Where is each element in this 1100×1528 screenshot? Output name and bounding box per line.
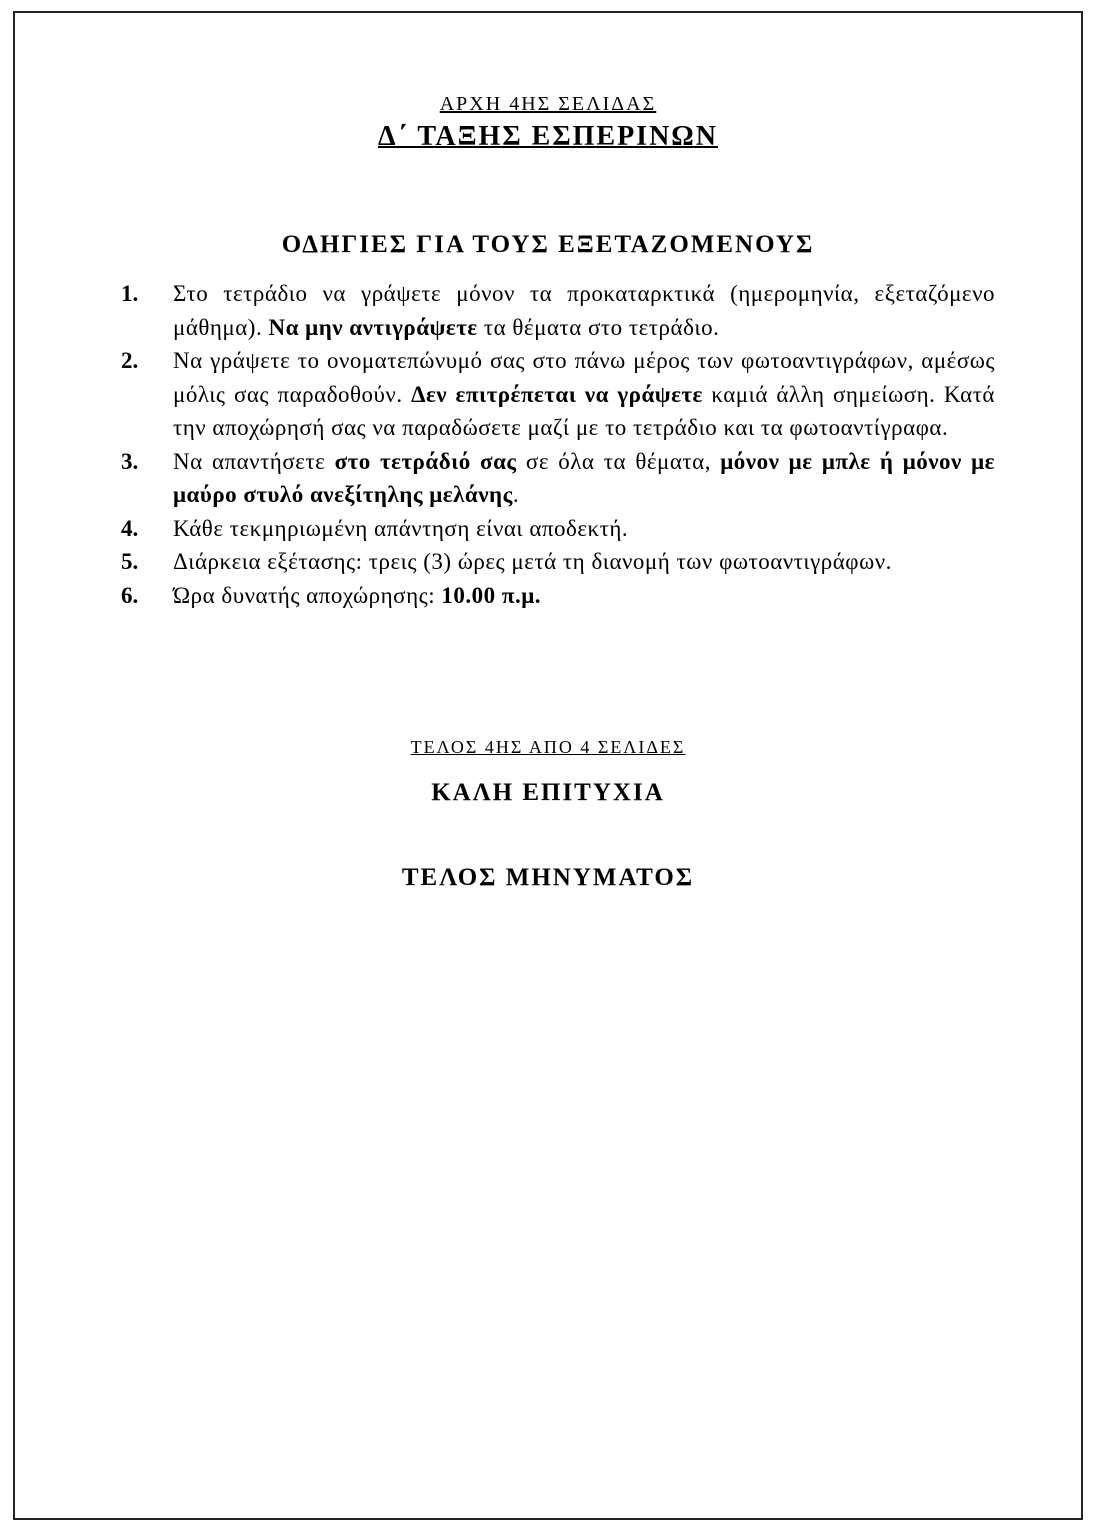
instruction-item (115, 545, 995, 579)
instruction-text-part: Διάρκεια εξέτασης: τρεις (3) ώρες μετά τη διανομή των φωτοαντιγράφων. (173, 549, 892, 574)
good-luck-text: ΚΑΛΗ ΕΠΙΤΥΧΙΑ (431, 779, 665, 806)
instruction-number: 6. (121, 582, 139, 608)
instruction-text (173, 277, 995, 344)
instruction-text-bold: 10.00 π.μ. (441, 582, 541, 608)
instruction-item (115, 512, 995, 546)
instruction-item (115, 579, 995, 613)
instruction-text-bold: στο τετράδιό σας (334, 448, 517, 474)
instruction-text-part: Να απαντήσετε (173, 448, 335, 474)
instruction-text-part: Στο τετράδιο να γράψετε μόνον τα προκαταρκτικά (ημερομηνία, εξεταζόμενο μάθημα). (173, 281, 995, 340)
instruction-item (115, 277, 995, 344)
class-title-header (15, 121, 1081, 153)
instruction-item (115, 344, 995, 445)
instruction-text-part: . (512, 482, 520, 507)
end-message-text: ΤΕΛΟΣ ΜΗΝΥΜΑΤΟΣ (401, 864, 695, 891)
page-start-text: ΑΡΧΗ 4ΗΣ ΣΕΛΙΔΑΣ (439, 93, 657, 115)
instruction-text (173, 445, 995, 512)
instruction-text-bold: Δεν επιτρέπεται να γράψετε (411, 381, 703, 407)
instruction-text-part: Ώρα δυνατής αποχώρησης: (173, 582, 442, 608)
page-end-footer (15, 737, 1081, 758)
instructions-title: ΟΔΗΓΙΕΣ ΓΙΑ ΤΟΥΣ ΕΞΕΤΑΖΟΜΕΝΟΥΣ (281, 231, 815, 258)
instruction-text (173, 545, 995, 579)
instruction-number: 1. (121, 281, 139, 306)
class-title-text: Δ΄ ΤΑΞΗΣ ΕΣΠΕΡΙΝΩΝ (378, 121, 718, 152)
instruction-text (173, 344, 995, 445)
instruction-text-bold: Να μην αντιγράψετε (268, 314, 478, 340)
instruction-text (173, 579, 995, 613)
instruction-text-part: καμιά άλλη σημείωση. Κατά την αποχώρησή σας να παραδώσετε μαζί με το τετράδιο και τα φωτοαντίγραφα. (173, 381, 995, 440)
instruction-text-part: τα θέματα στο τετράδιο. (477, 314, 720, 340)
instruction-item (115, 445, 995, 512)
instruction-text-bold: μόνον με μπλε ή μόνον με μαύρο στυλό ανεξίτηλης μελάνης (173, 448, 995, 507)
instruction-text (173, 512, 995, 546)
instruction-text-part: Να γράψετε το ονοματεπώνυμό σας στο πάνω μέρος των φωτοαντιγράφων, αμέσως μόλις σας παραδοθούν. (173, 348, 995, 407)
instruction-text-part: Κάθε τεκμηριωμένη απάντηση είναι αποδεκτή. (173, 515, 629, 541)
instruction-number: 3. (121, 448, 139, 474)
instruction-text-part: σε όλα τα θέματα, (516, 448, 721, 474)
page-start-header (15, 93, 1081, 116)
instruction-number: 5. (121, 549, 139, 574)
instructions-list (115, 277, 995, 612)
page-frame (13, 11, 1083, 1520)
instruction-number: 4. (121, 515, 139, 541)
instruction-number: 2. (121, 348, 139, 373)
page-end-text: ΤΕΛΟΣ 4ΗΣ ΑΠΟ 4 ΣΕΛΙΔΕΣ (410, 737, 686, 757)
